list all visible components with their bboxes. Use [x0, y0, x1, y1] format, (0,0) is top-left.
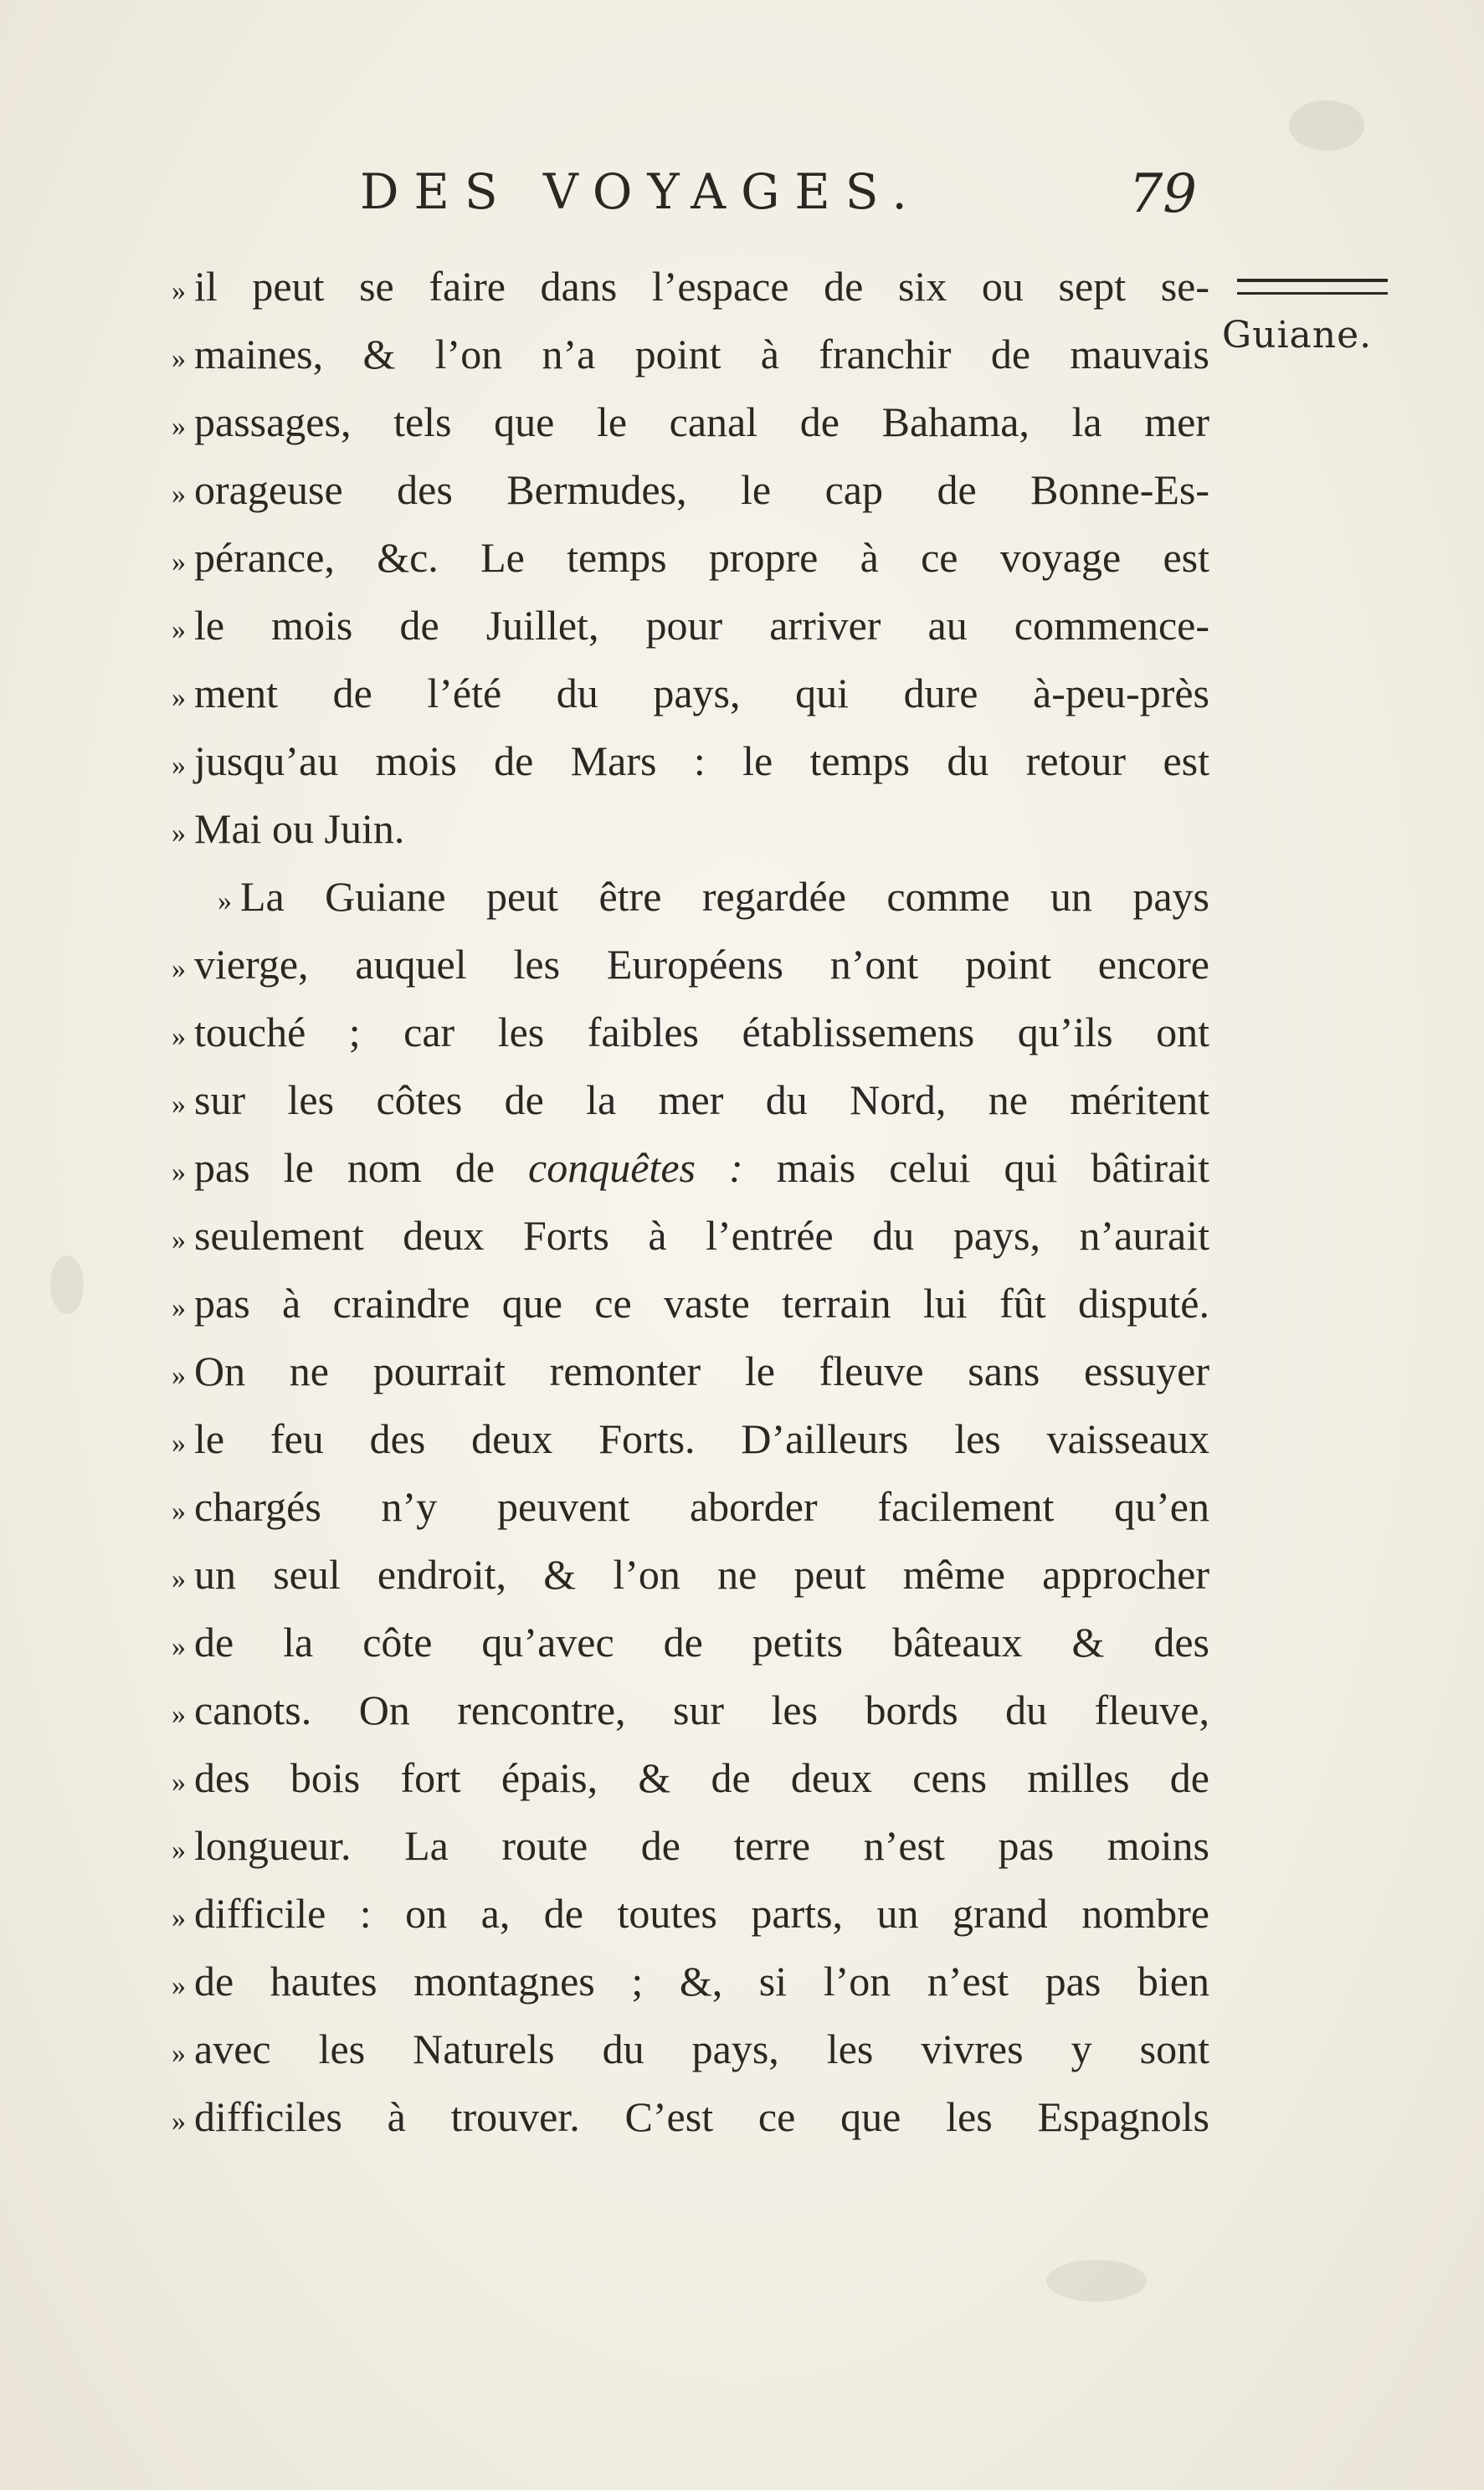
line-text: On ne pourrait remonter le fleuve sans essuyer	[194, 1348, 1209, 1394]
line-text: un seul endroit, & l’on ne peut même approcher	[194, 1551, 1209, 1598]
quote-mark: »	[172, 1021, 186, 1052]
line-text: canots. On rencontre, sur les bords du fleuve,	[194, 1687, 1209, 1733]
line-text: des bois fort épais, & de deux cens milles de	[194, 1754, 1209, 1801]
quote-mark: »	[172, 1089, 186, 1120]
text-line	[172, 456, 1209, 524]
margin-rule	[1237, 279, 1388, 295]
line-text: vierge, auquel les Européens n’ont point encore	[194, 941, 1209, 988]
text-line	[172, 1337, 1209, 1405]
running-head: DES VOYAGES.	[360, 163, 922, 220]
quote-mark: »	[172, 1767, 186, 1798]
line-text: La Guiane peut être regardée comme un pays	[240, 873, 1209, 920]
line-text: chargés n’y peuvent aborder facilement qu’en	[194, 1483, 1209, 1530]
text-line	[172, 2083, 1209, 2151]
quote-mark: »	[172, 953, 186, 984]
quote-mark: »	[172, 1496, 186, 1527]
paper-stain	[1046, 2260, 1147, 2302]
line-text: difficile : on a, de toutes parts, un grand nombre	[194, 1890, 1209, 1937]
text-line	[172, 1066, 1209, 1134]
quote-mark: »	[172, 1563, 186, 1594]
text-line	[172, 1473, 1209, 1541]
text-line	[172, 1134, 1209, 1202]
text-line	[172, 1948, 1209, 2015]
text-line	[172, 1609, 1209, 1676]
line-text: passages, tels que le canal de Bahama, la mer	[194, 398, 1209, 445]
line-text: le feu des deux Forts. D’ailleurs les vaisseaux	[194, 1415, 1209, 1462]
line-text: de hautes montagnes ; &, si l’on n’est pas bien	[194, 1958, 1209, 2005]
quote-mark: »	[172, 1902, 186, 1933]
line-text: orageuse des Bermudes, le cap de Bonne-Es-	[194, 466, 1209, 513]
quote-mark: »	[172, 479, 186, 510]
paper-stain	[1289, 100, 1364, 151]
page-header	[360, 163, 1222, 239]
quote-mark: »	[172, 1157, 186, 1188]
line-text: ment de l’été du pays, qui dure à-peu-près	[194, 670, 1209, 716]
text-line	[172, 1270, 1209, 1337]
quote-mark: »	[172, 1835, 186, 1866]
quote-mark: »	[172, 1428, 186, 1459]
line-text: mais celui qui bâtirait	[742, 1144, 1209, 1191]
quote-mark: »	[172, 682, 186, 713]
quote-mark: »	[172, 343, 186, 374]
line-text: touché ; car les faibles établissemens qu’ils ont	[194, 1009, 1209, 1055]
quote-mark: »	[172, 1224, 186, 1255]
line-text: seulement deux Forts à l’entrée du pays, n’aurait	[194, 1212, 1209, 1259]
quote-mark: »	[172, 2106, 186, 2137]
quote-mark: »	[172, 411, 186, 442]
text-line	[172, 388, 1209, 456]
quote-mark: »	[172, 1699, 186, 1730]
quote-mark: »	[172, 1360, 186, 1391]
line-text: le mois de Juillet, pour arriver au commence-	[194, 602, 1209, 649]
text-line	[172, 1541, 1209, 1609]
text-line	[172, 2015, 1209, 2083]
text-line	[172, 1676, 1209, 1744]
line-text: de la côte qu’avec de petits bâteaux & des	[194, 1619, 1209, 1666]
quote-mark: »	[172, 1970, 186, 2001]
body-text	[172, 253, 1209, 2151]
text-line	[172, 1202, 1209, 1270]
text-line	[172, 592, 1209, 660]
line-text: pas à craindre que ce vaste terrain lui fût disputé.	[194, 1280, 1209, 1327]
quote-mark: »	[172, 547, 186, 578]
text-line	[172, 524, 1209, 592]
paper-stain	[50, 1255, 84, 1314]
margin-note: Guiane.	[1222, 314, 1373, 357]
line-text: pérance, &c. Le temps propre à ce voyage est	[194, 534, 1209, 581]
line-text: longueur. La route de terre n’est pas moins	[194, 1822, 1209, 1869]
text-line	[172, 1880, 1209, 1948]
text-line	[172, 999, 1209, 1066]
line-text: pas le nom de	[194, 1144, 529, 1191]
line-text: Mai ou Juin.	[194, 805, 405, 852]
quote-mark: »	[218, 886, 232, 916]
line-text: difficiles à trouver. C’est ce que les Espagnols	[194, 2093, 1209, 2140]
text-line	[172, 1812, 1209, 1880]
text-line	[172, 253, 1209, 321]
text-line	[172, 863, 1209, 931]
line-text: il peut se faire dans l’espace de six ou sept se-	[194, 263, 1209, 310]
text-line	[172, 727, 1209, 795]
text-line	[172, 1744, 1209, 1812]
page-number: 79	[1128, 163, 1197, 225]
quote-mark: »	[172, 750, 186, 781]
quote-mark: »	[172, 614, 186, 645]
quote-mark: »	[172, 275, 186, 306]
italic-word: conquêtes :	[528, 1144, 743, 1191]
text-line	[172, 795, 1209, 863]
text-line	[172, 931, 1209, 999]
line-text: jusqu’au mois de Mars : le temps du retour est	[194, 737, 1209, 784]
line-text: sur les côtes de la mer du Nord, ne méritent	[194, 1076, 1209, 1123]
line-text: maines, & l’on n’a point à franchir de mauvais	[194, 331, 1209, 377]
text-line	[172, 1405, 1209, 1473]
line-text: avec les Naturels du pays, les vivres y sont	[194, 2025, 1209, 2072]
text-line	[172, 321, 1209, 388]
quote-mark: »	[172, 1292, 186, 1323]
quote-mark: »	[172, 818, 186, 849]
text-line	[172, 660, 1209, 727]
quote-mark: »	[172, 2038, 186, 2069]
quote-mark: »	[172, 1631, 186, 1662]
